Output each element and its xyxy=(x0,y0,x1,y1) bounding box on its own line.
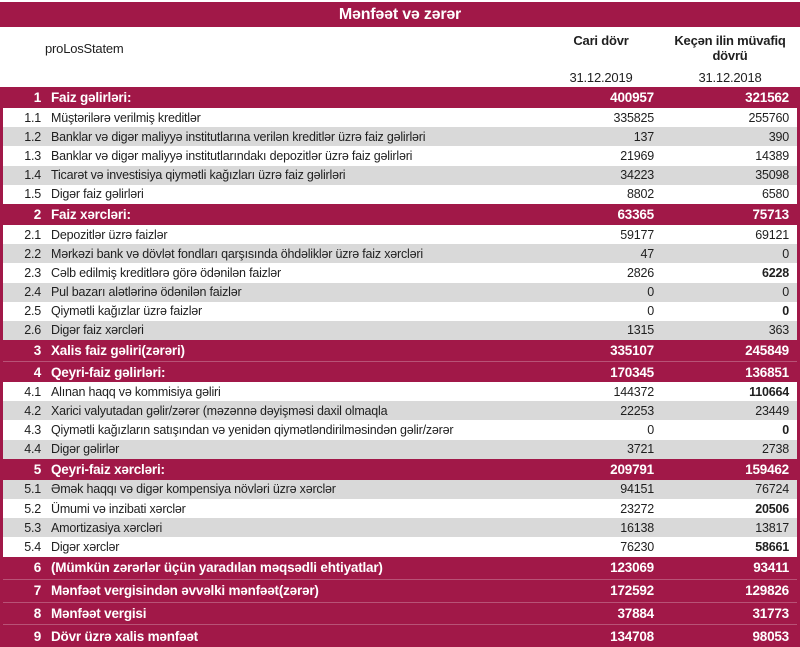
row-value-previous: 14389 xyxy=(755,148,789,163)
table-row xyxy=(3,557,797,580)
table-row xyxy=(3,602,797,625)
row-number: 1.3 xyxy=(24,148,41,163)
row-value-previous: 255760 xyxy=(748,110,789,125)
table-body xyxy=(0,87,800,647)
row-number: 1.5 xyxy=(24,187,41,202)
row-label: Qiymətli kağızlar üzrə faizlər xyxy=(51,304,202,319)
row-label: Alınan haqq və kommisiya gəliri xyxy=(51,384,221,399)
row-number: 2.2 xyxy=(24,246,41,261)
row-number: 2 xyxy=(33,206,41,222)
row-number: 8 xyxy=(33,606,41,622)
row-label: Dövr üzrə xalis mənfəət xyxy=(51,628,198,644)
table-row xyxy=(3,283,797,302)
row-label: Qiymətli kağızların satışından və yenidən qiymətləndirilməsindən gəlir/zərər xyxy=(51,423,454,438)
table-row xyxy=(3,624,797,647)
row-value-previous: 0 xyxy=(782,246,789,261)
row-number: 9 xyxy=(33,628,41,644)
row-value-current: 21969 xyxy=(620,148,654,163)
row-value-current: 144372 xyxy=(613,384,654,399)
row-value-current: 8802 xyxy=(626,187,654,202)
row-value-current: 0 xyxy=(647,304,654,319)
row-value-current: 16138 xyxy=(620,520,654,535)
row-number: 5.3 xyxy=(24,520,41,535)
row-value-current: 400957 xyxy=(610,90,654,105)
row-label: Cəlb edilmiş kreditlərə görə ödənilən faizlər xyxy=(51,265,282,280)
row-label: Banklar və digər maliyyə institutlarındakı depozitlər üzrə faiz gəlirləri xyxy=(51,148,413,163)
table-row xyxy=(3,302,797,321)
current-period-label: Cari dövr xyxy=(573,33,629,48)
row-value-previous: 159462 xyxy=(745,461,789,477)
row-value-current: 59177 xyxy=(620,227,654,242)
table-row xyxy=(3,185,797,204)
row-number: 5.2 xyxy=(24,501,41,516)
row-value-current: 123069 xyxy=(610,560,654,576)
row-number: 5.4 xyxy=(24,539,41,554)
row-value-previous: 31773 xyxy=(752,606,789,622)
row-value-previous: 93411 xyxy=(753,560,789,576)
row-value-previous: 245849 xyxy=(745,343,789,359)
row-label: Qeyri-faiz xərcləri: xyxy=(51,461,165,477)
row-value-current: 63365 xyxy=(617,206,654,222)
row-value-previous: 110664 xyxy=(749,384,789,399)
row-number: 2.3 xyxy=(24,265,41,280)
previous-period-label: Keçən ilin müvafiq dövrü xyxy=(674,33,786,63)
row-label: Digər gəlirlər xyxy=(51,442,120,457)
statement-code-label: proLosStatem xyxy=(45,41,124,56)
row-value-current: 22253 xyxy=(620,403,654,418)
row-value-previous: 2738 xyxy=(761,442,789,457)
row-number: 2.6 xyxy=(24,323,41,338)
row-label: Əmək haqqı və digər kompensiya növləri üzrə xərclər xyxy=(51,482,336,497)
row-value-previous: 35098 xyxy=(755,168,789,183)
row-number: 1 xyxy=(33,90,41,105)
table-header xyxy=(0,27,800,87)
table-row xyxy=(3,166,797,185)
row-number: 1.1 xyxy=(24,110,41,125)
column-previous-period xyxy=(660,27,800,87)
row-label: Mənfəət vergisi xyxy=(51,606,147,622)
row-value-current: 0 xyxy=(647,423,654,438)
row-number: 2.5 xyxy=(24,304,41,319)
row-label: Xarici valyutadan gəlir/zərər (məzənnə dəyişməsi daxil olmaqla xyxy=(51,403,388,418)
row-value-previous: 75713 xyxy=(752,206,789,222)
row-number: 4.1 xyxy=(24,384,41,399)
table-row xyxy=(3,127,797,146)
row-label: Pul bazarı alətlərinə ödənilən faizlər xyxy=(51,285,242,300)
row-number: 2.1 xyxy=(24,227,41,242)
table-row xyxy=(3,146,797,165)
row-value-current: 1315 xyxy=(626,323,654,338)
row-number: 1.4 xyxy=(24,168,41,183)
table-row xyxy=(3,499,797,518)
row-value-current: 137 xyxy=(633,129,654,144)
row-value-previous: 321562 xyxy=(745,90,789,105)
table-row xyxy=(3,579,797,602)
row-number: 5 xyxy=(33,461,41,477)
row-value-current: 76230 xyxy=(620,539,654,554)
row-label: Amortizasiya xərcləri xyxy=(51,520,163,535)
row-number: 7 xyxy=(33,583,41,599)
table-row xyxy=(3,225,797,244)
table-row xyxy=(3,361,797,382)
statement-title: Mənfəət və zərər xyxy=(338,5,462,23)
table-row xyxy=(3,440,797,459)
row-value-current: 335107 xyxy=(610,343,654,359)
row-value-current: 209791 xyxy=(610,461,654,477)
row-value-current: 335825 xyxy=(613,110,654,125)
row-number: 4.2 xyxy=(24,403,41,418)
row-value-previous: 0 xyxy=(782,304,789,319)
table-row xyxy=(3,263,797,282)
row-number: 1.2 xyxy=(24,129,41,144)
row-label: Ümumi və inzibati xərclər xyxy=(51,501,186,516)
row-value-current: 134708 xyxy=(610,628,654,644)
table-row xyxy=(3,204,797,225)
row-label: Qeyri-faiz gəlirləri: xyxy=(51,364,166,380)
row-number: 5.1 xyxy=(24,482,41,497)
row-label: Banklar və digər maliyyə institutlarına verilən kreditlər üzrə faiz gəlirləri xyxy=(51,129,426,144)
row-value-previous: 13817 xyxy=(755,520,789,535)
row-number: 3 xyxy=(33,343,41,359)
table-row xyxy=(3,321,797,340)
row-label: Digər faiz gəlirləri xyxy=(51,187,144,202)
row-value-previous: 76724 xyxy=(755,482,789,497)
row-label: Müştərilərə verilmiş kreditlər xyxy=(51,110,201,125)
previous-period-date: 31.12.2018 xyxy=(698,70,762,85)
row-value-current: 94151 xyxy=(620,482,654,497)
row-value-previous: 98053 xyxy=(752,628,789,644)
row-value-previous: 363 xyxy=(768,323,789,338)
row-label: Depozitlər üzrə faizlər xyxy=(51,227,168,242)
row-label: Faiz gəlirləri: xyxy=(51,90,132,105)
table-row xyxy=(3,518,797,537)
row-value-previous: 0 xyxy=(782,285,789,300)
row-value-current: 0 xyxy=(647,285,654,300)
row-value-current: 172592 xyxy=(610,583,654,599)
row-value-previous: 6580 xyxy=(761,187,789,202)
row-label: Faiz xərcləri: xyxy=(51,206,131,222)
table-row xyxy=(3,459,797,480)
row-number: 4.4 xyxy=(24,442,41,457)
row-number: 2.4 xyxy=(24,285,41,300)
row-value-previous: 23449 xyxy=(755,403,789,418)
statement-title-bar xyxy=(0,2,800,27)
row-value-previous: 390 xyxy=(768,129,789,144)
row-label: Mərkəzi bank və dövlət fondları qarşısında öhdəliklər üzrə faiz xərcləri xyxy=(51,246,423,261)
row-value-current: 3721 xyxy=(626,442,654,457)
row-value-previous: 6228 xyxy=(761,265,789,280)
row-value-previous: 69121 xyxy=(755,227,789,242)
row-label: Ticarət və investisiya qiymətli kağızları üzrə faiz gəlirləri xyxy=(51,168,346,183)
row-number: 4.3 xyxy=(24,423,41,438)
table-row xyxy=(3,401,797,420)
row-value-current: 2826 xyxy=(626,265,654,280)
row-value-current: 170345 xyxy=(610,364,654,380)
row-label: Xalis faiz gəliri(zərəri) xyxy=(51,343,185,359)
row-value-previous: 58661 xyxy=(755,539,789,554)
column-current-period xyxy=(542,27,660,87)
row-label: Mənfəət vergisindən əvvəlki mənfəət(zərər) xyxy=(51,583,319,599)
table-row xyxy=(3,420,797,439)
row-label: (Mümkün zərərlər üçün yaradılan məqsədli ehtiyatlar) xyxy=(51,560,383,576)
table-row xyxy=(3,537,797,556)
table-row xyxy=(3,108,797,127)
table-row xyxy=(3,382,797,401)
row-value-current: 34223 xyxy=(620,168,654,183)
row-value-current: 47 xyxy=(640,246,654,261)
row-label: Digər faiz xərcləri xyxy=(51,323,144,338)
row-value-previous: 129826 xyxy=(745,583,789,599)
table-row xyxy=(3,87,797,108)
row-value-current: 23272 xyxy=(620,501,654,516)
row-label: Digər xərclər xyxy=(51,539,120,554)
table-row xyxy=(3,340,797,361)
row-number: 6 xyxy=(33,560,41,576)
row-value-previous: 136851 xyxy=(745,364,789,380)
row-value-current: 37884 xyxy=(617,606,654,622)
table-row xyxy=(3,480,797,499)
row-value-previous: 20506 xyxy=(755,501,789,516)
row-number: 4 xyxy=(33,364,41,380)
current-period-date: 31.12.2019 xyxy=(569,70,633,85)
table-row xyxy=(3,244,797,263)
row-value-previous: 0 xyxy=(782,423,789,438)
